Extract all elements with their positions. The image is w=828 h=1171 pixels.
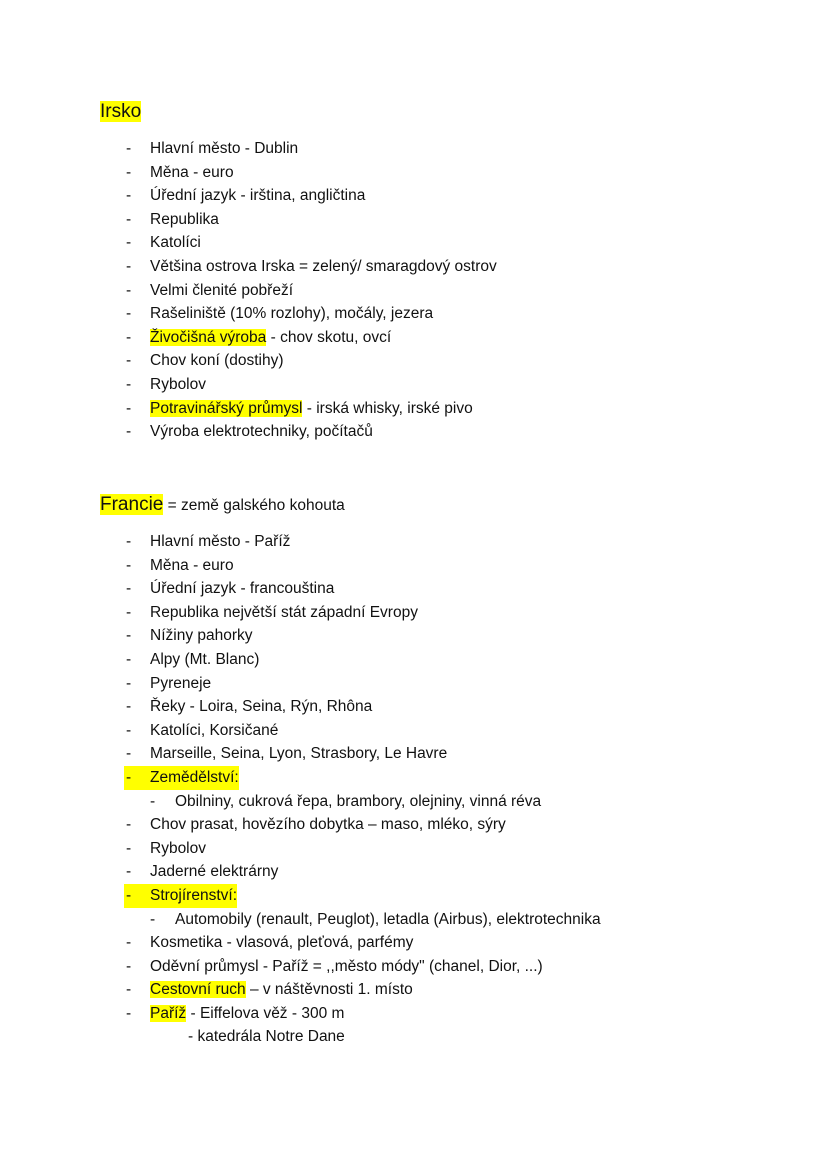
bullet-dash: -: [126, 674, 132, 692]
bullet-dash: -: [126, 352, 132, 370]
bullet-dash: -: [150, 910, 156, 928]
bullet-dash: -: [126, 375, 132, 393]
bullet-dash: -: [126, 423, 132, 441]
bullet-dash: -: [126, 627, 132, 645]
bullet-dash: -: [126, 816, 132, 834]
bullet-dash: -: [126, 698, 132, 716]
bullet-dash: -: [126, 533, 132, 550]
heading-subtitle: = země galského kohouta: [163, 497, 345, 514]
highlight: Potravinářský průmysl: [150, 399, 303, 417]
bullet-dash: -: [126, 863, 132, 881]
highlight: Paříž: [150, 1004, 187, 1022]
highlight: Cestovní ruch: [150, 981, 246, 999]
bullet-dash: -: [124, 766, 150, 790]
bullet-dash: -: [126, 305, 132, 323]
bullet-dash: -: [126, 556, 132, 574]
bullet-dash: -: [126, 328, 132, 346]
highlight: Živočišná výroba: [150, 328, 267, 346]
bullet-dash: -: [126, 281, 132, 299]
bullet-dash: -: [126, 745, 132, 763]
heading-francie: [100, 493, 345, 518]
bullet-dash: -: [126, 839, 132, 857]
bullet-dash: -: [126, 934, 132, 952]
bullet-dash: -: [126, 187, 132, 205]
heading-irsko: [100, 100, 141, 125]
bullet-dash: -: [126, 257, 132, 275]
document-page: Irsko - Hlavní město - Dublin - Měna - euro - Úřední jazyk - irština, angličtina - Republika - Katolíci - Většina ostrova Irska = zelený/ smaragdový ostrov - Velmi členité pobřeží - Rašeliniště (10% rozlohy), močály, jezera - Živočišná výroba - chov skotu, ovcí - Chov koní (dostihy) - Rybolov - Potravinářský průmysl - irská whisky, irské pivo - Výroba elektrotechniky, počítačů Francie = země galského kohouta - Hlavní město - Paříž - Měna - euro - Úřední jazyk - francouština - Republika největší stát západní Evropy - Nížiny pahorky - Alpy (Mt. Blanc) - Pyreneje - Řeky - Loira, Seina, Rýn, Rhôna - Katolíci, Korsičané - Marseille, Seina, Lyon, Strasbory, Le Havre - Zemědělství: - Obilniny, cukrová řepa, brambory, olejniny, vinná réva - Chov prasat, hovězího dobytka – maso, mléko, sýry - Rybolov - Jaderné elektrárny - Strojírenství: - Automobily (renault, Peuglot), letadla (Airbus), elektrotechnika - Kosmetika - vlasová, pleťová, parfémy - Oděvní průmysl - Paříž = ,,město módy" (chanel, Dior, ...) - Cestovní ruch – v náštěvnosti 1. místo - Paříž - Eiffelova věž - 300 m - katedrála Notre Dane: [100, 101, 601, 1046]
bullet-dash: -: [126, 650, 132, 668]
bullet-dash: -: [126, 957, 132, 975]
heading-title: Irsko: [100, 101, 142, 122]
bullet-dash: -: [126, 234, 132, 252]
bullet-dash: -: [126, 580, 132, 598]
bullet-dash: -: [124, 884, 150, 908]
bullet-dash: -: [126, 981, 132, 999]
bullet-dash: -: [126, 399, 132, 417]
bullet-dash: -: [126, 1004, 132, 1022]
bullet-dash: -: [126, 603, 132, 621]
bullet-dash: -: [126, 140, 132, 157]
bullet-dash: -: [150, 792, 156, 810]
heading-title: Francie: [100, 494, 164, 515]
bullet-dash: -: [126, 721, 132, 739]
bullet-dash: -: [126, 210, 132, 228]
bullet-dash: -: [126, 163, 132, 181]
